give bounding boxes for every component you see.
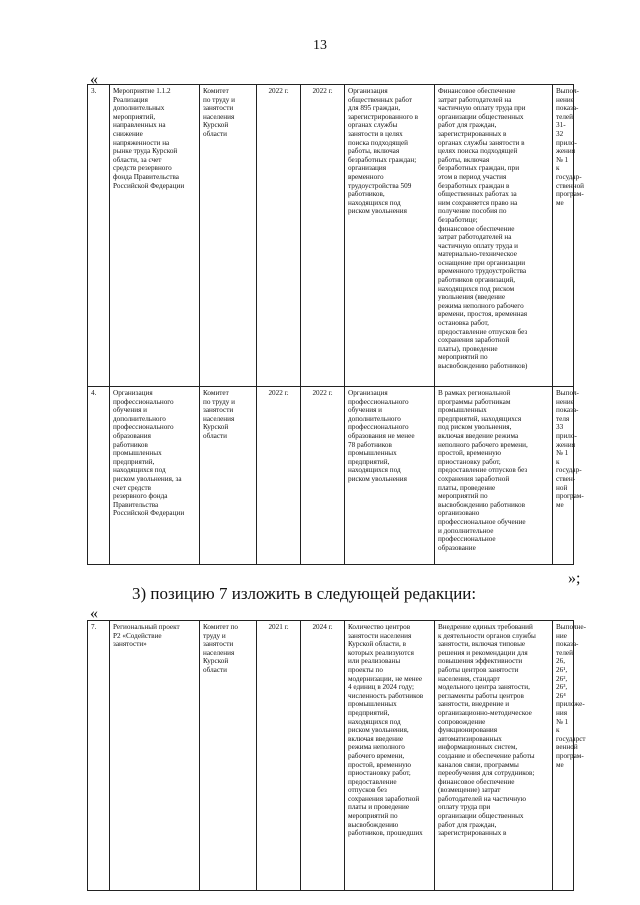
start-year: 2022 г.: [257, 387, 301, 565]
responsible-executor: Комитет по труду и занятости населения Курской области: [200, 621, 257, 891]
activity-name: Региональный проект Р2 «Содействие занятости»: [110, 621, 200, 891]
closing-quote-mark: »;: [568, 570, 581, 587]
row-number: 3.: [88, 85, 110, 387]
activity-content: В рамках региональной программы работникам промышленных предприятий, находящихся под риском увольнения, включая введение режима неполного рабочего времени, простой, временную приостановку работ, предоставление отпусков без сохранения заработной платы, проведение мероприятий по высвобождению работников организовано профессиональное обучение и дополнительное профессиональное образование: [435, 387, 553, 565]
activity-content: Внедрение единых требований к деятельности органов службы занятости, включая типовые решения и рекомендации для повышения эффективности работы центров занятости населения, стандарт модельного центра занятости, регламенты работы центров занятости, внедрение и организационно-методическое сопровождение функционирования автоматизированных информационных систем, создание и обеспечение работы каналов связи, программы переобучения для сотрудников; финансовое обеспечение (возмещение) затрат работодателей на частичную оплату труда при организации общественных работ для граждан, зарегистрированных в: [435, 621, 553, 891]
amendment-heading: 3) позицию 7 изложить в следующей редакции:: [132, 584, 477, 603]
row-number: 4.: [88, 387, 110, 565]
table-row: [88, 621, 574, 891]
indicator-link: Выпол- нение показа- теля 33 прило- жения № 1 к государ- ствен- ной програм- ме: [553, 387, 574, 565]
table-row: [88, 85, 574, 387]
activity-content: Финансовое обеспечение затрат работодателей на частичную оплату труда при организации общественных работ для граждан, зарегистрированных в органах службы занятости в целях поиска подходящей работы, включая безработных граждан, при этом в период участия безработных граждан в общественных работах за ним сохраняется право на получение пособия по безработице; финансовое обеспечение затрат работодателей на частичную оплату труда и материально-техническое оснащение при организации временного трудоустройства работников организаций, находящихся под риском увольнения (введение режима неполного рабочего времени, простоя, временная остановка работ, предоставление отпусков без сохранения заработной платы), проведение мероприятий по высвобождению работников): [435, 85, 553, 387]
program-table-1: [87, 84, 585, 565]
end-year: 2022 г.: [301, 387, 345, 565]
row-number: 7.: [88, 621, 110, 891]
responsible-executor: Комитет по труду и занятости населения Курской области: [200, 85, 257, 387]
end-year: 2022 г.: [301, 85, 345, 387]
responsible-executor: Комитет по труду и занятости населения Курской области: [200, 387, 257, 565]
opening-quote-mark: «: [90, 605, 98, 622]
indicator-link: Выпол- нение показа- телей 31- 32 прило- жения № 1 к государ- ственной програм- ме: [553, 85, 574, 387]
expected-result: Организация общественных работ для 895 граждан, зарегистрированного в органах службы занятости в целях поиска подходящей работы, включая безработных граждан; организация временного трудоустройства 509 работников, находящихся под риском увольнения: [345, 85, 435, 387]
activity-name: Мероприятие 1.1.2 Реализация дополнительных мероприятий, направленных на снижение напряженности на рынке труда Курской области, за счет средств резервного фонда Правительства Российской Федерации: [110, 85, 200, 387]
start-year: 2022 г.: [257, 85, 301, 387]
activity-name: Организация профессионального обучения и дополнительного профессионального образования работников промышленных предприятий, находящихся под риском увольнения, за счет средств резервного фонда Правительства Российской Федерации: [110, 387, 200, 565]
table-row: [88, 387, 574, 565]
expected-result: Количество центров занятости населения Курской области, в которых реализуются или реализованы проекты по модернизации, не менее 4 единиц в 2024 году; численность работников промышленных предприятий, находящихся под риском увольнения, включая введение режима неполного рабочего времени, простой, временную приостановку работ, предоставление отпусков без сохранения заработной платы и проведение мероприятий по высвобождению работников, прошедших: [345, 621, 435, 891]
start-year: 2021 г.: [257, 621, 301, 891]
end-year: 2024 г.: [301, 621, 345, 891]
indicator-link: Выполне- ние показа- телей 26, 26¹, 26², 26³, 26⁴ приложе- ния № 1 к государст венной програм- ме: [553, 621, 574, 891]
opening-quote-mark: «: [90, 71, 98, 88]
program-table-2: [87, 620, 586, 891]
page-number: 13: [313, 38, 327, 53]
expected-result: Организация профессионального обучения и дополнительного профессионального образования не менее 78 работников промышленных предприятий, находящихся под риском увольнения: [345, 387, 435, 565]
